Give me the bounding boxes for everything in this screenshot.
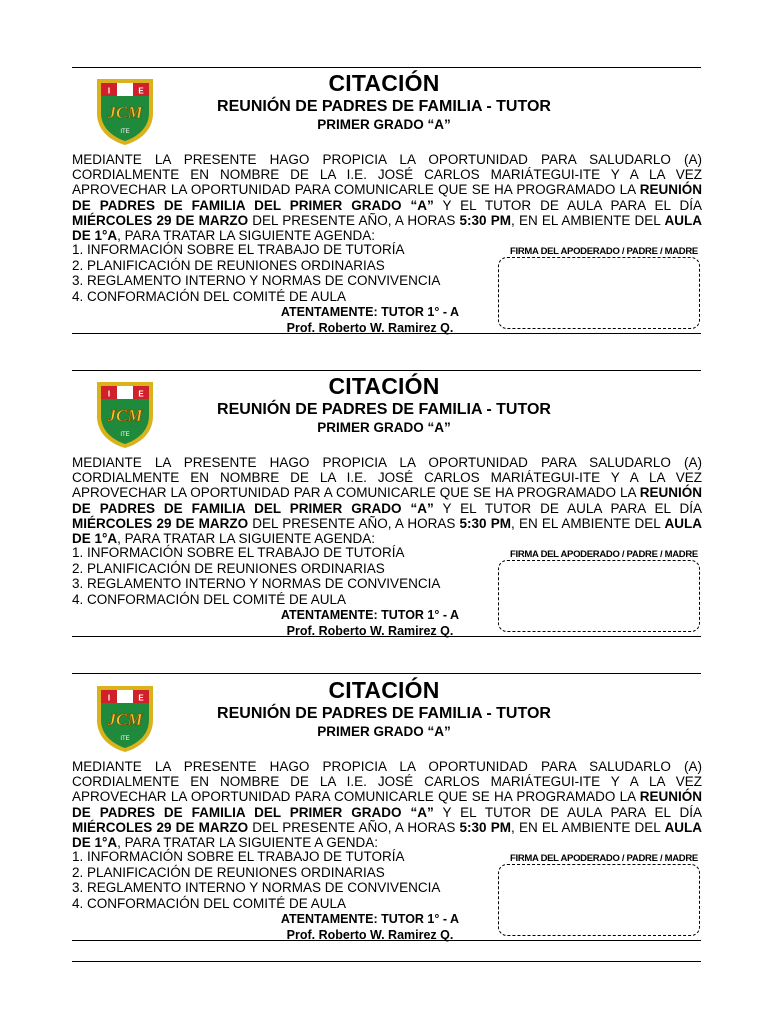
body-bold-time: 5:30 PM xyxy=(459,819,512,835)
grade-label: PRIMER GRADO “A” xyxy=(317,117,451,132)
body-bold-room: AULA DE 1°A xyxy=(72,819,702,851)
crest-bottom-text: ITE xyxy=(120,432,130,438)
signature-caption: FIRMA DEL APODERADO / PADRE / MADRE xyxy=(510,246,698,257)
crest-letter-e: E xyxy=(138,389,144,399)
crest-letter-i: I xyxy=(107,693,111,703)
teacher-name: Prof. Roberto W. Ramirez Q. xyxy=(286,624,454,638)
agenda-item: 4. CONFORMACIÓN DEL COMITÉ DE AULA xyxy=(72,288,347,304)
citation-title: CITACIÓN xyxy=(328,677,440,703)
crest-letter-i: I xyxy=(107,389,111,399)
agenda-list xyxy=(72,849,440,911)
body-text: MEDIANTE LA PRESENTE HAGO PROPICIA LA OPORTUNIDAD PARA SALUDARLO (A) CORDIALMENTE EN NOMBRE DE LA I.E. JOSÉ CARLOS MARIÁTEGUI-ITE Y A LA VEZ APROVECHAR LA OPORTUNIDAD PARA COMUNICARLE QUE SE HA PROGRAMADO LA xyxy=(72,759,702,805)
crest-monogram: JCM xyxy=(107,406,143,425)
body-bold-date: MIÉRCOLES 29 DE MARZO xyxy=(72,212,249,228)
citation-body xyxy=(72,152,702,243)
agenda-item: 1. INFORMACIÓN SOBRE EL TRABAJO DE TUTORÍA xyxy=(72,545,405,560)
agenda-item: 2. PLANIFICACIÓN DE REUNIONES ORDINARIAS xyxy=(72,257,385,273)
body-text: , EN EL AMBIENTE DEL xyxy=(511,212,665,228)
agenda-item: 2. PLANIFICACIÓN DE REUNIONES ORDINARIAS xyxy=(72,560,385,576)
crest-monogram: JCM xyxy=(107,710,143,729)
atentamente-line: ATENTAMENTE: TUTOR 1° - A xyxy=(280,305,460,319)
body-text: Y EL TUTOR DE AULA PARA EL DÍA xyxy=(433,197,702,213)
teacher-name: Prof. Roberto W. Ramirez Q. xyxy=(286,321,454,335)
crest-letter-e: E xyxy=(138,693,144,703)
body-text: MEDIANTE LA PRESENTE HAGO PROPICIA LA OPORTUNIDAD PARA SALUDARLO (A) CORDIALMENTE EN NOMBRE DE LA I.E. JOSÉ CARLOS MARIÁTEGUI-ITE Y A LA VEZ APROVECHAR LA OPORTUNIDAD PARA COMUNICARLE QUE SE HA PROGRAMADO LA xyxy=(72,152,702,198)
divider-line xyxy=(72,961,701,962)
body-bold-meeting: REUNIÓN DE PADRES DE FAMILIA DEL PRIMER GRADO “A” xyxy=(72,789,702,820)
body-text: , PARA TRATAR LA SIGUIENTE AGENDA: xyxy=(117,531,375,547)
citation-body xyxy=(72,455,702,546)
citation-card xyxy=(0,371,768,651)
citation-title: CITACIÓN xyxy=(328,70,440,96)
citation-subtitle: REUNIÓN DE PADRES DE FAMILIA - TUTOR xyxy=(217,705,551,722)
body-text: Y EL TUTOR DE AULA PARA EL DÍA xyxy=(433,804,702,820)
agenda-list xyxy=(72,545,440,607)
citation-card xyxy=(0,68,768,348)
body-bold-date: MIÉRCOLES 29 DE MARZO xyxy=(72,819,249,835)
signature-caption: FIRMA DEL APODERADO / PADRE / MADRE xyxy=(510,549,698,560)
body-text: , PARA TRATAR LA SIGUIENTE A GENDA: xyxy=(117,835,378,851)
atentamente-line: ATENTAMENTE: TUTOR 1° - A xyxy=(280,912,460,926)
teacher-name: Prof. Roberto W. Ramirez Q. xyxy=(286,928,454,942)
divider-line xyxy=(72,673,701,674)
agenda-item: 1. INFORMACIÓN SOBRE EL TRABAJO DE TUTORÍA xyxy=(72,849,405,864)
grade-label: PRIMER GRADO “A” xyxy=(317,724,451,739)
agenda-item: 2. PLANIFICACIÓN DE REUNIONES ORDINARIAS xyxy=(72,864,385,880)
crest-letter-i: I xyxy=(107,86,111,96)
body-text: , PARA TRATAR LA SIGUIENTE AGENDA: xyxy=(117,228,375,244)
body-text: , EN EL AMBIENTE DEL xyxy=(511,819,665,835)
body-text: DEL PRESENTE AÑO, A HORAS xyxy=(248,515,460,531)
agenda-item: 3. REGLAMENTO INTERNO Y NORMAS DE CONVIVENCIA xyxy=(72,880,441,895)
body-bold-room: AULA DE 1°A xyxy=(72,515,702,547)
agenda-item: 4. CONFORMACIÓN DEL COMITÉ DE AULA xyxy=(72,591,347,607)
agenda-item: 4. CONFORMACIÓN DEL COMITÉ DE AULA xyxy=(72,895,347,911)
body-bold-meeting: REUNIÓN DE PADRES DE FAMILIA DEL PRIMER GRADO “A” xyxy=(72,182,702,213)
signature-caption: FIRMA DEL APODERADO / PADRE / MADRE xyxy=(510,853,698,864)
body-bold-room: AULA DE 1°A xyxy=(72,212,702,244)
crest-bottom-text: ITE xyxy=(120,129,130,135)
crest-bottom-text: ITE xyxy=(120,736,130,742)
crest-letter-e: E xyxy=(138,86,144,96)
body-text: DEL PRESENTE AÑO, A HORAS xyxy=(248,819,460,835)
citation-title: CITACIÓN xyxy=(328,373,440,399)
body-bold-time: 5:30 PM xyxy=(459,515,512,531)
body-bold-date: MIÉRCOLES 29 DE MARZO xyxy=(72,515,249,531)
grade-label: PRIMER GRADO “A” xyxy=(317,420,451,435)
agenda-item: 1. INFORMACIÓN SOBRE EL TRABAJO DE TUTORÍA xyxy=(72,242,405,257)
crest-monogram: JCM xyxy=(107,103,143,122)
body-bold-time: 5:30 PM xyxy=(459,212,512,228)
citation-subtitle: REUNIÓN DE PADRES DE FAMILIA - TUTOR xyxy=(217,98,551,115)
citation-subtitle: REUNIÓN DE PADRES DE FAMILIA - TUTOR xyxy=(217,401,551,418)
citation-body xyxy=(72,759,702,850)
body-bold-meeting: REUNIÓN DE PADRES DE FAMILIA DEL PRIMER GRADO “A” xyxy=(72,485,702,516)
agenda-list xyxy=(72,242,440,304)
body-text: DEL PRESENTE AÑO, A HORAS xyxy=(248,212,460,228)
agenda-item: 3. REGLAMENTO INTERNO Y NORMAS DE CONVIVENCIA xyxy=(72,273,441,288)
body-text: Y EL TUTOR DE AULA PARA EL DÍA xyxy=(433,500,702,516)
atentamente-line: ATENTAMENTE: TUTOR 1° - A xyxy=(280,608,460,622)
citation-card xyxy=(0,675,768,955)
body-text: , EN EL AMBIENTE DEL xyxy=(511,515,665,531)
body-text: MEDIANTE LA PRESENTE HAGO PROPICIA LA OPORTUNIDAD PARA SALUDARLO (A) CORDIALMENTE EN NOMBRE DE LA I.E. JOSÉ CARLOS MARIÁTEGUI-ITE Y A LA VEZ APROVECHAR LA OPORTUNIDAD PAR A COMUNICARLE QUE SE HA PROGRAMADO LA xyxy=(72,455,702,501)
agenda-item: 3. REGLAMENTO INTERNO Y NORMAS DE CONVIVENCIA xyxy=(72,576,441,591)
